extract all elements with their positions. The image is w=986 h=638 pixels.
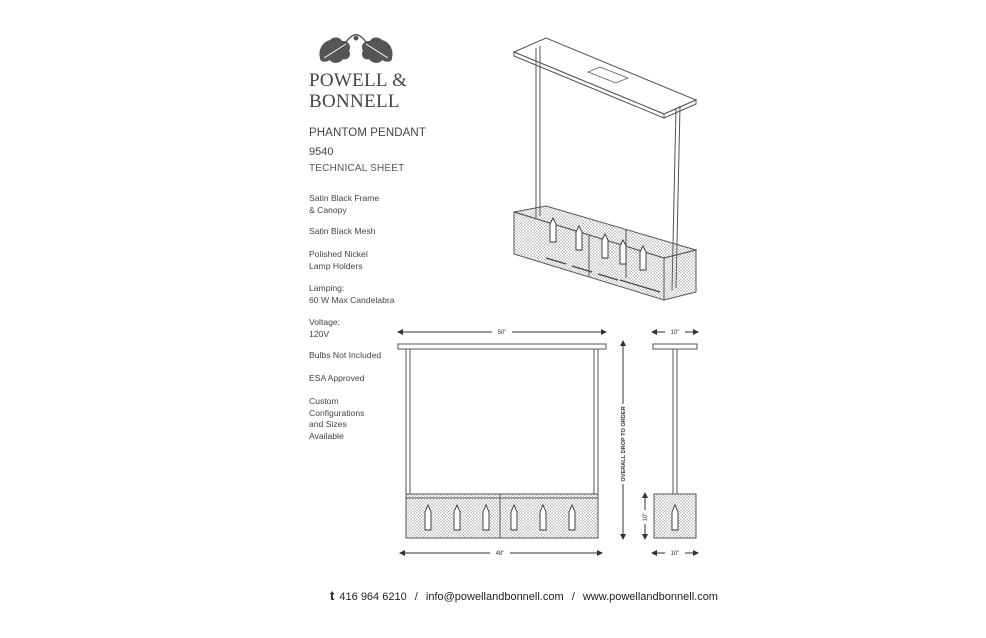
spec-line: & Canopy bbox=[309, 204, 347, 215]
email-link[interactable]: info@powellandbonnell.com bbox=[425, 591, 564, 603]
product-name: PHANTOM PENDANT bbox=[309, 127, 426, 139]
dim-side-top-width: 10" bbox=[670, 330, 680, 336]
spec-line: Lamping: bbox=[309, 283, 345, 293]
product-code: 9540 bbox=[309, 146, 334, 158]
spec-line: Satin Black Frame bbox=[309, 193, 380, 203]
brand-line-2: BONNELL bbox=[309, 91, 400, 112]
website-link[interactable]: www.powellandbonnell.com bbox=[582, 591, 718, 603]
spec-line: Configurations bbox=[309, 407, 365, 418]
spec-line: Voltage: bbox=[309, 317, 341, 327]
footer-separator: / bbox=[414, 591, 418, 603]
dim-front-bottom-width: 48" bbox=[495, 551, 505, 557]
spec-line: Bulbs Not Included bbox=[309, 350, 382, 360]
contact-footer bbox=[330, 588, 718, 603]
spec-line: and Sizes bbox=[309, 419, 347, 430]
isometric-view bbox=[514, 38, 696, 300]
footer-separator: / bbox=[571, 591, 575, 603]
spec-line: Satin Black Mesh bbox=[309, 226, 376, 236]
spec-line: Lamp Holders bbox=[309, 260, 363, 271]
dim-side-height: 10" bbox=[643, 512, 649, 522]
dim-front-top-width: 50" bbox=[497, 330, 507, 336]
side-elevation bbox=[645, 332, 697, 553]
spec-line: 120V bbox=[309, 328, 330, 339]
spec-line: ESA Approved bbox=[309, 373, 365, 383]
spec-line: Custom bbox=[309, 396, 339, 406]
dim-side-bottom-width: 10" bbox=[670, 551, 680, 557]
dim-overall-drop: OVERALL DROP TO ORDER bbox=[621, 406, 627, 482]
document-type: TECHNICAL SHEET bbox=[309, 163, 405, 174]
spec-line: Polished Nickel bbox=[309, 249, 368, 259]
phone-prefix: t bbox=[330, 588, 335, 603]
spec-line: Available bbox=[309, 430, 344, 441]
front-elevation bbox=[398, 332, 623, 553]
phone-number[interactable]: 416 964 6210 bbox=[339, 591, 407, 603]
spec-line: 60 W Max Candelabra bbox=[309, 294, 395, 305]
brand-line-1: POWELL & bbox=[309, 70, 408, 91]
